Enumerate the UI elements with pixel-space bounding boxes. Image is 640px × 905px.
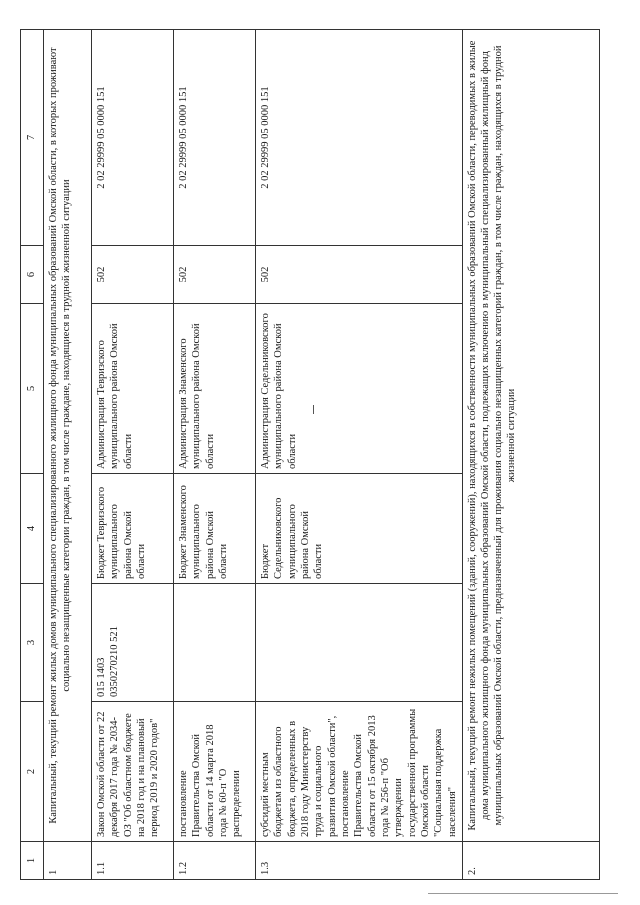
- row-income-code: 2 02 29999 05 0000 151: [256, 30, 463, 246]
- column-number-row: [21, 30, 44, 880]
- section-1-row: [44, 30, 92, 880]
- col-number-4: 4: [21, 474, 44, 584]
- bottom-rule: [428, 893, 618, 894]
- rotated-page-content: [20, 30, 600, 880]
- col-number-5: 5: [21, 304, 44, 474]
- row-number: 1.3: [256, 842, 463, 880]
- row-admin-code: 502: [174, 246, 256, 304]
- row-income-code: 2 02 29999 05 0000 151: [174, 30, 256, 246]
- col-number-2: 2: [21, 702, 44, 842]
- section-2-title: Капитальный, текущий ремонт нежилых помещений (зданий, сооружений), находящихся в собственности муниципальных образований Омской области, переводимых в жилые дома муниципального жилищного фонда муниципальных образований Омской области, подлежащих включению в муниципальный специализированный жилищный фонд муниципальных образований Омской области, предназначенный для проживания социально незащищенных категорий граждан, в том числе граждан, находящихся в трудной жизненной ситуации: [462, 30, 599, 842]
- row-kbk-line1: 015 1403: [96, 657, 107, 697]
- row-administrator: Администрация Тевризского муниципального района Омской области: [92, 304, 174, 474]
- section-1-number: 1: [44, 842, 92, 880]
- row-admin-code: 502: [256, 246, 463, 304]
- row-recipient-budget: Бюджет Тевризского муниципального района Омской области: [92, 474, 174, 584]
- section-2-number: 2.: [462, 842, 599, 880]
- row-administrator: Администрация Знаменского муниципального района Омской области: [174, 304, 256, 474]
- row-kbk-line2: 0350270210 521: [109, 626, 121, 697]
- row-administrator: Администрация Седельниковского муниципального района Омской области: [256, 304, 463, 474]
- table-row: [256, 30, 463, 880]
- row-recipient-budget: Бюджет Знаменского муниципального района Омской области: [174, 474, 256, 584]
- col-number-6: 6: [21, 246, 44, 304]
- row-income-code: 2 02 29999 05 0000 151: [92, 30, 174, 246]
- row-legal-basis: постановление Правительства Омской области от 14 марта 2018 года № 60-п "О распределении: [174, 702, 256, 842]
- row-budget-classification: [92, 584, 174, 702]
- row-number: 1.2: [174, 842, 256, 880]
- section-1-title: Капитальный, текущий ремонт жилых домов муниципального специализированного жилищного фонда муниципальных образований Омской области, в которых проживают социально незащищенные категории граждан, в том числе граждане, находящиеся в трудной жизненной ситуации: [44, 30, 92, 842]
- col-number-7: 7: [21, 30, 44, 246]
- table-row: [174, 30, 256, 880]
- section-2-row: [462, 30, 599, 880]
- row-legal-basis: Закон Омской области от 22 декабря 2017 года № 2034-ОЗ "Об областном бюджете на 2018 год и на плановый период 2019 и 2020 годов": [92, 702, 174, 842]
- table-row: [92, 30, 174, 880]
- row-recipient-budget: Бюджет Седельниковского муниципального района Омской области: [256, 474, 463, 584]
- row-legal-basis: субсидий местным бюджетам из областного бюджета, определенных в 2018 году Министерству труда и социального развития Омской области", постановление Правительства Омской области от 15 октября 2013 года № 256-п "Об утверждении государственной программы Омской области "Социальная поддержка населения": [256, 702, 463, 842]
- col-number-3: 3: [21, 584, 44, 702]
- subsidy-table: [20, 29, 600, 880]
- row-budget-classification: [256, 584, 463, 702]
- row-number: 1.1: [92, 842, 174, 880]
- col-number-1: 1: [21, 842, 44, 880]
- row-admin-code: 502: [92, 246, 174, 304]
- row-budget-classification: [174, 584, 256, 702]
